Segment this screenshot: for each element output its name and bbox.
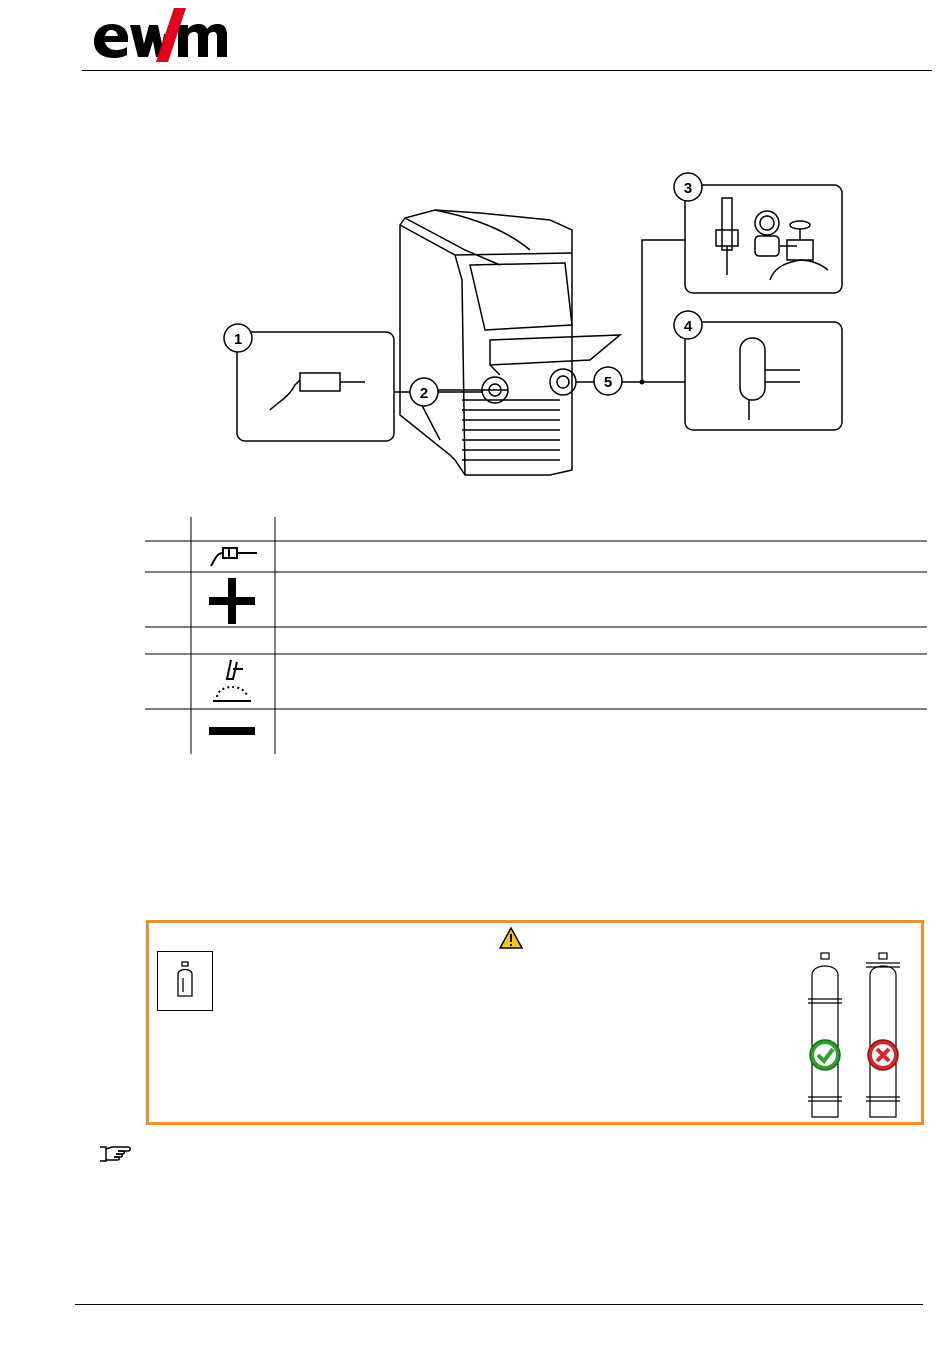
workpiece-welding-symbol bbox=[213, 660, 251, 701]
callout-5-label: 5 bbox=[603, 374, 613, 391]
callout-2-label: 2 bbox=[419, 385, 429, 402]
gas-cylinder-icon bbox=[158, 952, 212, 1010]
footer-rule bbox=[75, 1304, 923, 1305]
plus-pole-symbol bbox=[209, 578, 255, 624]
connection-figure bbox=[200, 170, 860, 490]
minus-pole-symbol bbox=[209, 727, 255, 735]
pointing-hand-icon bbox=[98, 1143, 132, 1163]
callout-4-label: 4 bbox=[683, 318, 693, 335]
header-rule bbox=[82, 70, 932, 71]
callout-box-electrode bbox=[685, 322, 842, 430]
callout-box-regulator bbox=[685, 185, 842, 293]
warning-triangle-icon bbox=[499, 927, 523, 949]
callout-1-label: 1 bbox=[233, 331, 243, 348]
warning-box bbox=[146, 920, 924, 1125]
callout-box-torch bbox=[237, 332, 394, 441]
ok-check-icon bbox=[810, 1040, 840, 1070]
ewm-logo bbox=[92, 4, 227, 64]
cylinder-securing-illustration bbox=[794, 951, 919, 1121]
gas-cylinder-icon-frame bbox=[157, 951, 213, 1011]
symbol-table bbox=[145, 517, 927, 754]
cylinder-correct-icon bbox=[808, 953, 842, 1117]
torch-connector-symbol bbox=[211, 548, 257, 566]
bad-cross-icon bbox=[868, 1040, 898, 1070]
cylinder-incorrect-icon bbox=[866, 953, 900, 1117]
callout-3-label: 3 bbox=[683, 180, 693, 197]
